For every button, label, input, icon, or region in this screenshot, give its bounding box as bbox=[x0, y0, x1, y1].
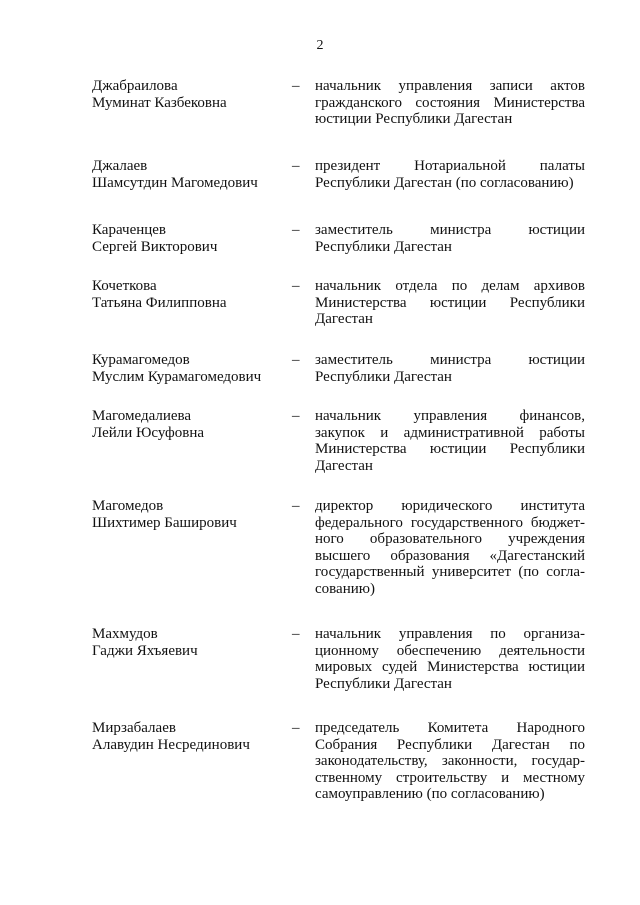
position-line: гражданского состояния Министерства bbox=[315, 94, 585, 111]
dash-separator: – bbox=[292, 498, 300, 514]
dash-separator: – bbox=[292, 278, 300, 294]
member-given-names: Татьяна Филипповна bbox=[92, 294, 227, 311]
member-given-names: Шамсутдин Магомедович bbox=[92, 174, 258, 191]
position-line: заместитель министра юстиции bbox=[315, 222, 585, 238]
member-position bbox=[315, 626, 585, 692]
member-given-names: Алавудин Несрединович bbox=[92, 736, 250, 753]
dash-separator: – bbox=[292, 78, 300, 94]
member-name bbox=[92, 626, 292, 659]
member-name bbox=[92, 78, 292, 111]
position-line: Дагестан bbox=[315, 311, 373, 327]
member-surname: Джабраилова bbox=[92, 78, 178, 94]
position-line: сованию) bbox=[315, 580, 375, 597]
member-name bbox=[92, 158, 292, 191]
page-number: 2 bbox=[316, 38, 324, 53]
dash-separator: – bbox=[292, 222, 300, 238]
position-line: Республики Дагестан bbox=[315, 675, 452, 692]
member-surname: Караченцев bbox=[92, 222, 167, 238]
member-position bbox=[315, 278, 585, 328]
member-given-names: Гаджи Яхъяевич bbox=[92, 642, 198, 659]
member-position bbox=[315, 352, 585, 385]
dash-separator: – bbox=[292, 158, 300, 174]
member-position bbox=[315, 498, 585, 597]
position-line: начальник отдела по делам архивов bbox=[315, 278, 585, 294]
member-surname: Магомедалиева bbox=[92, 408, 192, 424]
member-surname: Джалаев bbox=[92, 158, 148, 174]
member-position bbox=[315, 158, 585, 191]
position-line: закупок и административной работы bbox=[315, 424, 585, 441]
member-name bbox=[92, 278, 292, 311]
position-line: Министерства юстиции Республики bbox=[315, 294, 585, 311]
dash-separator: – bbox=[292, 626, 300, 642]
dash-separator: – bbox=[292, 408, 300, 424]
position-line: президент Нотариальной палаты bbox=[315, 158, 585, 174]
member-given-names: Шихтимер Баширович bbox=[92, 514, 237, 531]
position-line: директор юридического института bbox=[315, 498, 585, 514]
member-name bbox=[92, 498, 292, 531]
position-line: Собрания Республики Дагестан по bbox=[315, 736, 585, 753]
member-given-names: Муслим Курамагомедович bbox=[92, 368, 262, 385]
member-name bbox=[92, 222, 292, 255]
position-line: начальник управления по организа- bbox=[315, 626, 585, 642]
position-line: председатель Комитета Народного bbox=[315, 720, 585, 736]
member-name bbox=[92, 408, 292, 441]
member-given-names: Сергей Викторович bbox=[92, 238, 218, 255]
position-line: ственному строительству и местному bbox=[315, 769, 585, 786]
position-line: ционному обеспечению деятельности bbox=[315, 642, 585, 659]
member-surname: Кочеткова bbox=[92, 278, 157, 294]
member-given-names: Муминат Казбековна bbox=[92, 94, 227, 111]
dash-separator: – bbox=[292, 352, 300, 368]
position-line: Дагестан bbox=[315, 457, 373, 474]
position-line: начальник управления записи актов bbox=[315, 78, 585, 94]
position-line: государственный университет (по согла- bbox=[315, 564, 585, 580]
position-line: Республики Дагестан bbox=[315, 238, 452, 255]
position-line: федерального государственного бюджет- bbox=[315, 514, 585, 531]
member-position bbox=[315, 720, 585, 803]
position-line: Республики Дагестан bbox=[315, 368, 452, 385]
position-line: Республики Дагестан (по согласованию) bbox=[315, 174, 574, 191]
member-name bbox=[92, 352, 292, 385]
member-position bbox=[315, 222, 585, 255]
position-line: мировых судей Министерства юстиции bbox=[315, 659, 585, 675]
position-line: Министерства юстиции Республики bbox=[315, 441, 585, 457]
dash-separator: – bbox=[292, 720, 300, 736]
position-line: начальник управления финансов, bbox=[315, 408, 585, 424]
member-surname: Махмудов bbox=[92, 626, 158, 642]
member-surname: Магомедов bbox=[92, 498, 164, 514]
member-surname: Курамагомедов bbox=[92, 352, 190, 368]
member-position bbox=[315, 408, 585, 474]
member-position bbox=[315, 78, 585, 128]
position-line: ного образовательного учреждения bbox=[315, 531, 585, 547]
position-line: самоуправлению (по согласованию) bbox=[315, 786, 545, 802]
member-surname: Мирзабалаев bbox=[92, 720, 176, 736]
position-line: заместитель министра юстиции bbox=[315, 352, 585, 368]
position-line: законодательству, законности, государ- bbox=[315, 753, 585, 769]
position-line: юстиции Республики Дагестан bbox=[315, 111, 513, 127]
member-given-names: Лейли Юсуфовна bbox=[92, 424, 205, 441]
position-line: высшего образования «Дагестанский bbox=[315, 547, 585, 564]
member-name bbox=[92, 720, 292, 753]
